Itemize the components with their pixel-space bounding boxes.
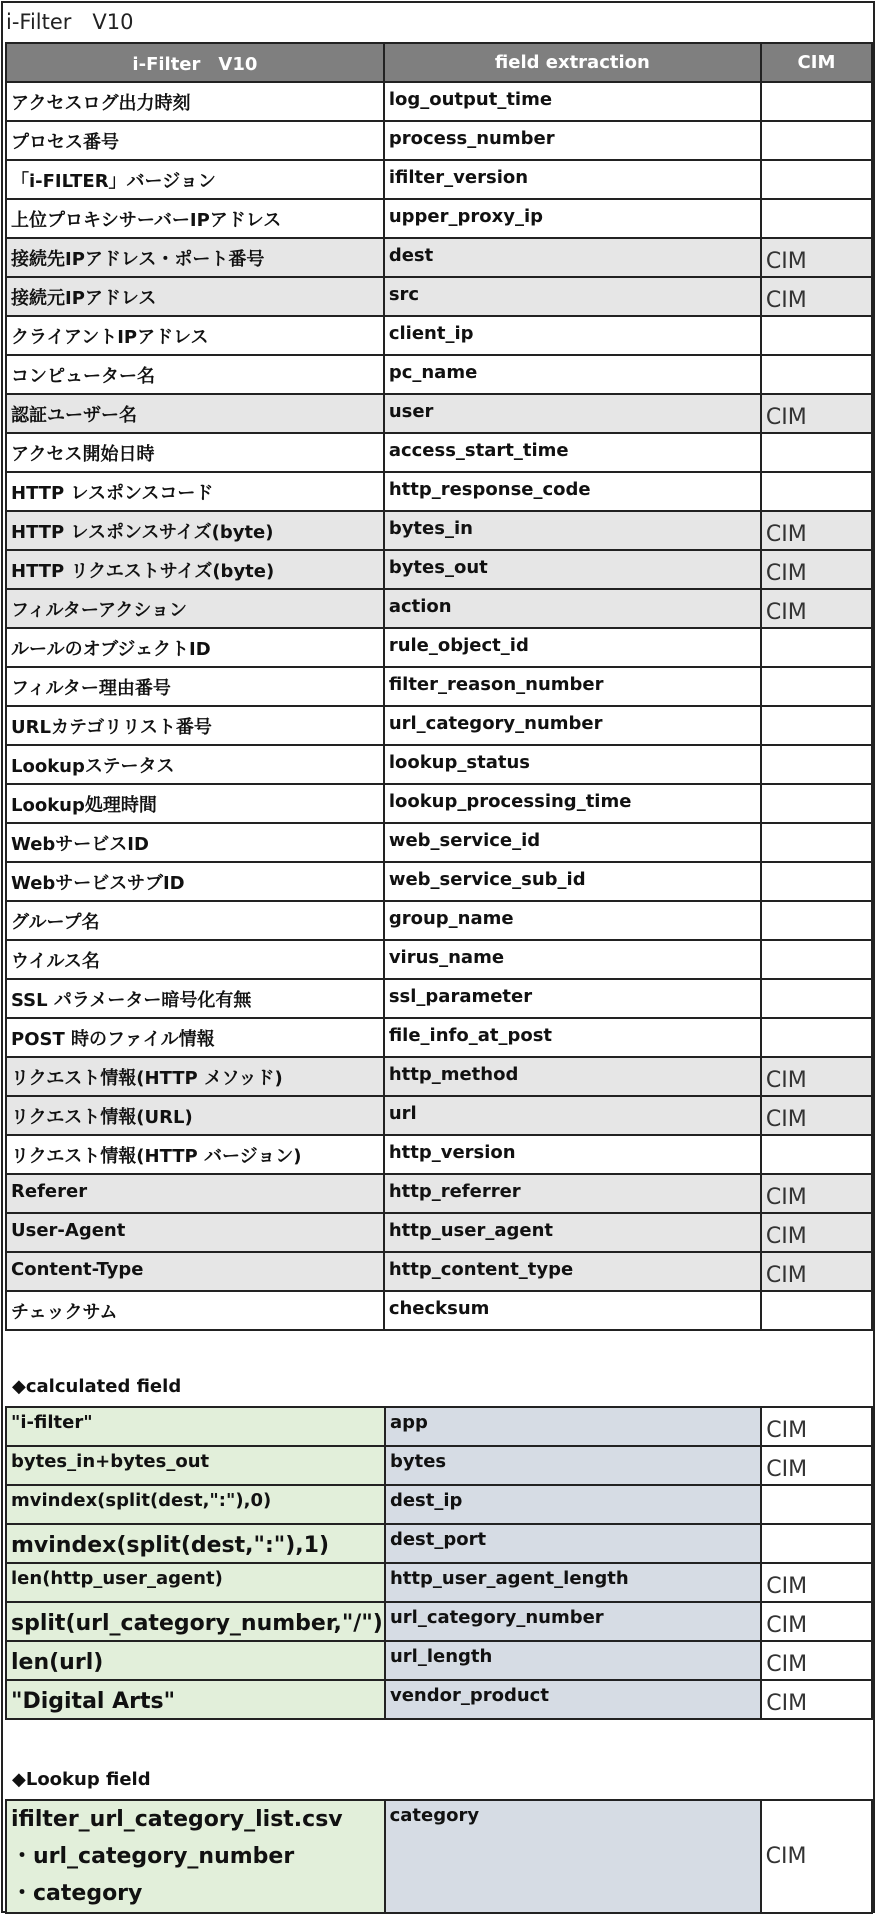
calculated-field-name[interactable]: app bbox=[385, 1407, 761, 1446]
field-cim-flag[interactable] bbox=[761, 706, 872, 745]
field-row bbox=[6, 433, 872, 472]
field-cim-flag[interactable] bbox=[761, 940, 872, 979]
field-source-name[interactable]: クライアントIPアドレス bbox=[6, 316, 384, 355]
field-source-name[interactable]: アクセス開始日時 bbox=[6, 433, 384, 472]
field-source-name[interactable]: 認証ユーザー名 bbox=[6, 394, 384, 433]
field-cim-flag[interactable] bbox=[761, 1291, 872, 1330]
field-row bbox=[6, 589, 872, 628]
field-extraction-name[interactable]: pc_name bbox=[384, 355, 761, 394]
field-cim-flag[interactable] bbox=[761, 1135, 872, 1174]
field-row bbox=[6, 745, 872, 784]
field-extraction-name[interactable]: bytes_in bbox=[384, 511, 761, 550]
field-extraction-name[interactable]: http_response_code bbox=[384, 472, 761, 511]
field-source-name[interactable]: Lookupステータス bbox=[6, 745, 384, 784]
calculated-expression[interactable]: bytes_in+bytes_out bbox=[6, 1446, 385, 1485]
calculated-cim-flag[interactable]: CIM bbox=[761, 1446, 872, 1485]
field-extraction-name[interactable]: upper_proxy_ip bbox=[384, 199, 761, 238]
field-row bbox=[6, 1252, 872, 1291]
field-extraction-name[interactable]: lookup_status bbox=[384, 745, 761, 784]
field-cim-flag[interactable] bbox=[761, 979, 872, 1018]
field-source-name[interactable]: 上位プロキシサーバーIPアドレス bbox=[6, 199, 384, 238]
field-cim-flag[interactable]: CIM bbox=[761, 589, 872, 628]
field-row bbox=[6, 667, 872, 706]
field-row bbox=[6, 1096, 872, 1135]
field-source-name[interactable]: WebサービスサブID bbox=[6, 862, 384, 901]
field-row bbox=[6, 394, 872, 433]
calculated-expression[interactable]: "i-filter" bbox=[6, 1407, 385, 1446]
calculated-cim-flag[interactable]: CIM bbox=[761, 1407, 872, 1446]
field-cim-flag[interactable]: CIM bbox=[761, 1252, 872, 1291]
sheet-title: i-Filter V10 bbox=[6, 10, 134, 34]
field-row bbox=[6, 1135, 872, 1174]
field-source-name[interactable]: リクエスト情報(HTTP メソッド) bbox=[6, 1057, 384, 1096]
field-extraction-name[interactable]: client_ip bbox=[384, 316, 761, 355]
lookup-table bbox=[5, 1799, 873, 1914]
calculated-expression[interactable]: split(url_category_number,"/") bbox=[6, 1602, 385, 1641]
field-source-name[interactable]: プロセス番号 bbox=[6, 121, 384, 160]
field-row bbox=[6, 862, 872, 901]
field-source-name[interactable]: User-Agent bbox=[6, 1213, 384, 1252]
field-cim-flag[interactable]: CIM bbox=[761, 277, 872, 316]
field-extraction-name[interactable]: group_name bbox=[384, 901, 761, 940]
calculated-row bbox=[6, 1485, 872, 1524]
calculated-row bbox=[6, 1524, 872, 1563]
field-extraction-name[interactable]: dest bbox=[384, 238, 761, 277]
field-row bbox=[6, 160, 872, 199]
lookup-output-field: ・category bbox=[11, 1881, 143, 1906]
field-cim-flag[interactable]: CIM bbox=[761, 1057, 872, 1096]
field-cim-flag[interactable] bbox=[761, 745, 872, 784]
field-cim-flag[interactable]: CIM bbox=[761, 550, 872, 589]
field-extraction-name[interactable]: process_number bbox=[384, 121, 761, 160]
field-row bbox=[6, 121, 872, 160]
calculated-field-name[interactable]: dest_port bbox=[385, 1524, 761, 1563]
field-row bbox=[6, 82, 872, 121]
calculated-expression[interactable]: mvindex(split(dest,":"),0) bbox=[6, 1485, 385, 1524]
lookup-field-name[interactable]: category bbox=[385, 1800, 761, 1913]
field-row bbox=[6, 472, 872, 511]
field-extraction-name[interactable]: lookup_processing_time bbox=[384, 784, 761, 823]
calculated-row bbox=[6, 1680, 872, 1719]
field-extraction-name[interactable]: virus_name bbox=[384, 940, 761, 979]
calculated-cim-flag[interactable] bbox=[761, 1485, 872, 1524]
field-source-name[interactable]: リクエスト情報(URL) bbox=[6, 1096, 384, 1135]
field-cim-flag[interactable]: CIM bbox=[761, 394, 872, 433]
field-cim-flag[interactable] bbox=[761, 160, 872, 199]
field-cim-flag[interactable] bbox=[761, 628, 872, 667]
field-cim-flag[interactable] bbox=[761, 784, 872, 823]
calculated-expression[interactable]: len(http_user_agent) bbox=[6, 1563, 385, 1602]
calculated-cim-flag[interactable]: CIM bbox=[761, 1641, 872, 1680]
field-source-name[interactable]: HTTP レスポンスサイズ(byte) bbox=[6, 511, 384, 550]
field-source-name[interactable]: URLカテゴリリスト番号 bbox=[6, 706, 384, 745]
field-row bbox=[6, 355, 872, 394]
field-cim-flag[interactable] bbox=[761, 121, 872, 160]
field-cim-flag[interactable] bbox=[761, 862, 872, 901]
field-extraction-name[interactable]: http_version bbox=[384, 1135, 761, 1174]
calculated-cim-flag[interactable]: CIM bbox=[761, 1680, 872, 1719]
field-row bbox=[6, 706, 872, 745]
lookup-definition[interactable] bbox=[6, 1800, 385, 1913]
field-row bbox=[6, 940, 872, 979]
field-extraction-name[interactable]: http_method bbox=[384, 1057, 761, 1096]
lookup-cim-flag[interactable]: CIM bbox=[761, 1800, 872, 1913]
lookup-field-label: ◆Lookup field bbox=[12, 1769, 151, 1790]
calculated-expression[interactable]: mvindex(split(dest,":"),1) bbox=[6, 1524, 385, 1563]
field-source-name[interactable]: コンピューター名 bbox=[6, 355, 384, 394]
calculated-row bbox=[6, 1446, 872, 1485]
field-extraction-name[interactable]: rule_object_id bbox=[384, 628, 761, 667]
field-cim-flag[interactable]: CIM bbox=[761, 238, 872, 277]
field-source-name[interactable]: HTTP リクエストサイズ(byte) bbox=[6, 550, 384, 589]
field-cim-flag[interactable]: CIM bbox=[761, 1213, 872, 1252]
field-source-name[interactable]: POST 時のファイル情報 bbox=[6, 1018, 384, 1057]
field-source-name[interactable]: ウイルス名 bbox=[6, 940, 384, 979]
field-extraction-name[interactable]: bytes_out bbox=[384, 550, 761, 589]
field-extraction-name[interactable]: src bbox=[384, 277, 761, 316]
field-row bbox=[6, 199, 872, 238]
field-row bbox=[6, 238, 872, 277]
field-extraction-name[interactable]: http_referrer bbox=[384, 1174, 761, 1213]
lookup-input-field: ・url_category_number bbox=[11, 1844, 295, 1869]
field-source-name[interactable]: ルールのオブジェクトID bbox=[6, 628, 384, 667]
lookup-csv-name: ifilter_url_category_list.csv bbox=[11, 1807, 343, 1832]
field-source-name[interactable]: Content-Type bbox=[6, 1252, 384, 1291]
calculated-row bbox=[6, 1563, 872, 1602]
field-row bbox=[6, 1291, 872, 1330]
field-row bbox=[6, 1174, 872, 1213]
field-cim-flag[interactable]: CIM bbox=[761, 1174, 872, 1213]
header-source: i-Filter V10 bbox=[6, 43, 384, 82]
header-row bbox=[6, 43, 872, 82]
field-extraction-name[interactable]: ifilter_version bbox=[384, 160, 761, 199]
calculated-cim-flag[interactable] bbox=[761, 1524, 872, 1563]
field-cim-flag[interactable] bbox=[761, 82, 872, 121]
field-source-name[interactable]: HTTP レスポンスコード bbox=[6, 472, 384, 511]
field-extraction-name[interactable]: action bbox=[384, 589, 761, 628]
header-field-extraction: field extraction bbox=[384, 43, 761, 82]
field-cim-flag[interactable] bbox=[761, 667, 872, 706]
calculated-field-name[interactable]: http_user_agent_length bbox=[385, 1563, 761, 1602]
field-row bbox=[6, 511, 872, 550]
field-cim-flag[interactable]: CIM bbox=[761, 1096, 872, 1135]
field-row bbox=[6, 823, 872, 862]
field-source-name[interactable]: 接続元IPアドレス bbox=[6, 277, 384, 316]
field-cim-flag[interactable] bbox=[761, 901, 872, 940]
field-row bbox=[6, 784, 872, 823]
calculated-field-name[interactable]: url_length bbox=[385, 1641, 761, 1680]
field-extraction-name[interactable]: url_category_number bbox=[384, 706, 761, 745]
field-extraction-name[interactable]: file_info_at_post bbox=[384, 1018, 761, 1057]
field-row bbox=[6, 1057, 872, 1096]
field-cim-flag[interactable] bbox=[761, 199, 872, 238]
field-extraction-name[interactable]: http_content_type bbox=[384, 1252, 761, 1291]
field-source-name[interactable]: 「i-FILTER」バージョン bbox=[6, 160, 384, 199]
field-cim-flag[interactable] bbox=[761, 355, 872, 394]
calculated-cim-flag[interactable]: CIM bbox=[761, 1563, 872, 1602]
field-row bbox=[6, 550, 872, 589]
field-row bbox=[6, 628, 872, 667]
field-extraction-name[interactable]: filter_reason_number bbox=[384, 667, 761, 706]
field-source-name[interactable]: Lookup処理時間 bbox=[6, 784, 384, 823]
field-row bbox=[6, 901, 872, 940]
field-extraction-name[interactable]: web_service_sub_id bbox=[384, 862, 761, 901]
field-source-name[interactable]: Referer bbox=[6, 1174, 384, 1213]
field-row bbox=[6, 979, 872, 1018]
calculated-field-name[interactable]: dest_ip bbox=[385, 1485, 761, 1524]
field-source-name[interactable]: フィルター理由番号 bbox=[6, 667, 384, 706]
calculated-field-label: ◆calculated field bbox=[12, 1376, 182, 1397]
calculated-field-name[interactable]: vendor_product bbox=[385, 1680, 761, 1719]
field-source-name[interactable]: アクセスログ出力時刻 bbox=[6, 82, 384, 121]
field-extraction-name[interactable]: checksum bbox=[384, 1291, 761, 1330]
calculated-table bbox=[5, 1406, 873, 1720]
calculated-expression[interactable]: "Digital Arts" bbox=[6, 1680, 385, 1719]
calculated-field-name[interactable]: bytes bbox=[385, 1446, 761, 1485]
field-extraction-name[interactable]: url bbox=[384, 1096, 761, 1135]
field-cim-flag[interactable]: CIM bbox=[761, 511, 872, 550]
calculated-expression[interactable]: len(url) bbox=[6, 1641, 385, 1680]
field-source-name[interactable]: SSL パラメーター暗号化有無 bbox=[6, 979, 384, 1018]
calculated-cim-flag[interactable]: CIM bbox=[761, 1602, 872, 1641]
field-source-name[interactable]: チェックサム bbox=[6, 1291, 384, 1330]
field-source-name[interactable]: 接続先IPアドレス・ポート番号 bbox=[6, 238, 384, 277]
field-cim-flag[interactable] bbox=[761, 433, 872, 472]
field-source-name[interactable]: リクエスト情報(HTTP バージョン) bbox=[6, 1135, 384, 1174]
field-table bbox=[5, 42, 873, 1331]
calculated-row bbox=[6, 1407, 872, 1446]
field-row bbox=[6, 277, 872, 316]
field-cim-flag[interactable] bbox=[761, 1018, 872, 1057]
field-source-name[interactable]: グループ名 bbox=[6, 901, 384, 940]
field-source-name[interactable]: WebサービスID bbox=[6, 823, 384, 862]
calculated-field-name[interactable]: url_category_number bbox=[385, 1602, 761, 1641]
field-extraction-name[interactable]: web_service_id bbox=[384, 823, 761, 862]
field-extraction-name[interactable]: ssl_parameter bbox=[384, 979, 761, 1018]
field-extraction-name[interactable]: log_output_time bbox=[384, 82, 761, 121]
field-source-name[interactable]: フィルターアクション bbox=[6, 589, 384, 628]
spreadsheet bbox=[1, 1, 875, 1913]
header-cim: CIM bbox=[761, 43, 872, 82]
field-extraction-name[interactable]: http_user_agent bbox=[384, 1213, 761, 1252]
field-extraction-name[interactable]: access_start_time bbox=[384, 433, 761, 472]
field-row bbox=[6, 1018, 872, 1057]
field-extraction-name[interactable]: user bbox=[384, 394, 761, 433]
field-cim-flag[interactable] bbox=[761, 823, 872, 862]
field-row bbox=[6, 1213, 872, 1252]
field-row bbox=[6, 316, 872, 355]
field-cim-flag[interactable] bbox=[761, 316, 872, 355]
calculated-row bbox=[6, 1641, 872, 1680]
field-cim-flag[interactable] bbox=[761, 472, 872, 511]
calculated-row bbox=[6, 1602, 872, 1641]
lookup-row bbox=[6, 1800, 872, 1913]
